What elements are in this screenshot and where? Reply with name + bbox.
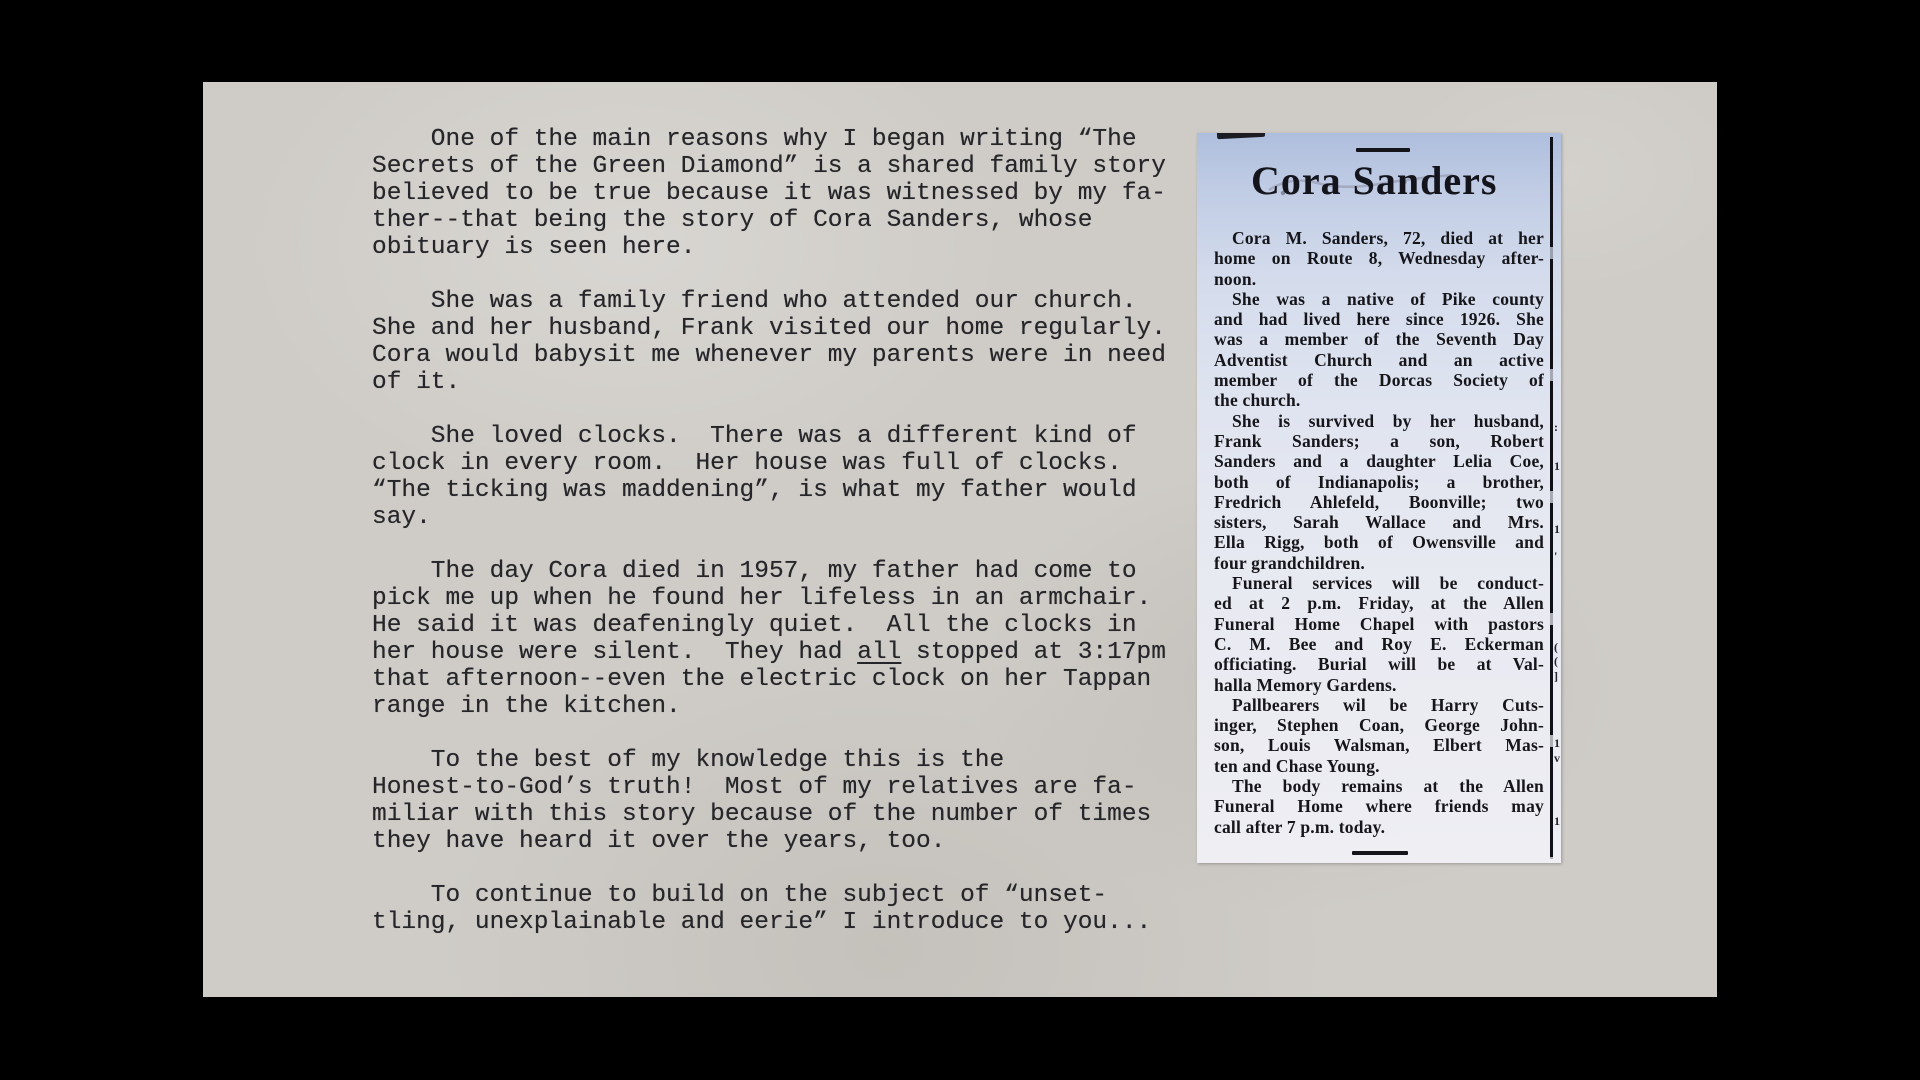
obituary-line: The body remains at the Allen <box>1232 776 1544 797</box>
letter-paragraph-6 <box>372 882 1202 936</box>
typed-line: The day Cora died in 1957, my father had come to <box>372 558 1137 585</box>
typed-line: of it. <box>372 369 461 396</box>
obituary-line: Fredrich Ahlefeld, Boonville; two <box>1214 491 1544 512</box>
letter-paragraph-4 <box>372 558 1202 720</box>
newspaper-column-rule <box>1550 137 1553 859</box>
obituary-line: Sanders and a daughter Lelia Coe, <box>1214 451 1544 472</box>
obituary-clipping <box>1197 133 1561 863</box>
cutoff-glyph: v <box>1554 751 1560 765</box>
underlined-word: all <box>857 639 902 666</box>
typed-line: range in the kitchen. <box>372 693 681 720</box>
obituary-line: inger, Stephen Coan, George John- <box>1214 715 1544 736</box>
obituary-title: Cora Sanders <box>1251 158 1498 203</box>
obituary-line: Frank Sanders; a son, Robert <box>1214 430 1544 451</box>
obituary-line: She was a native of Pike county <box>1232 288 1544 309</box>
letter-paragraph-1 <box>372 126 1202 261</box>
obituary-line: C. M. Bee and Roy E. Eckerman <box>1214 633 1544 654</box>
typed-line: Cora would babysit me whenever my parents were in need <box>372 342 1166 369</box>
obituary-line: ed at 2 p.m. Friday, at the Allen <box>1214 593 1544 614</box>
typed-line: they have heard it over the years, too. <box>372 828 946 855</box>
typed-line: pick me up when he found her lifeless in an armchair. <box>372 585 1152 612</box>
typed-line: miliar with this story because of the number of times <box>372 801 1152 828</box>
typed-line: She loved clocks. There was a different kind of <box>372 423 1137 450</box>
typed-line: tling, unexplainable and eerie” I introduce to you... <box>372 909 1152 936</box>
typed-line: that afternoon--even the electric clock on her Tappan <box>372 666 1152 693</box>
typed-letter-text <box>372 126 1202 963</box>
typed-line: Secrets of the Green Diamond” is a shared family story <box>372 153 1166 180</box>
typed-line: She was a family friend who attended our church. <box>372 288 1137 315</box>
typed-line: ther--that being the story of Cora Sanders, whose <box>372 207 1093 234</box>
cutoff-glyph: ( <box>1554 640 1558 654</box>
obituary-line: Adventist Church and an active <box>1214 349 1544 370</box>
obituary-line: and had lived here since 1926. She <box>1214 309 1544 330</box>
typed-line: say. <box>372 504 431 531</box>
typed-line: Honest-to-God’s truth! Most of my relatives are fa- <box>372 774 1137 801</box>
obituary-line: call after 7 p.m. today. <box>1214 816 1386 837</box>
typed-line: To the best of my knowledge this is the <box>372 747 1005 774</box>
obituary-line: home on Route 8, Wednesday after- <box>1214 248 1544 269</box>
letter-page <box>203 82 1717 997</box>
letter-paragraph-5 <box>372 747 1202 855</box>
obituary-line: She is survived by her husband, <box>1232 410 1544 431</box>
obituary-line: was a member of the Seventh Day <box>1214 329 1544 350</box>
obituary-line: sisters, Sarah Wallace and Mrs. <box>1214 512 1544 533</box>
obituary-line: officiating. Burial will be at Val- <box>1214 654 1544 675</box>
top-divider-rule <box>1356 148 1410 152</box>
obituary-line: Pallbearers wil be Harry Cuts- <box>1232 694 1544 715</box>
obituary-line: noon. <box>1214 268 1257 289</box>
cutoff-glyph: ] <box>1554 669 1558 683</box>
obituary-line: Funeral Home Chapel with pastors <box>1214 613 1544 634</box>
obituary-line: son, Louis Walsman, Elbert Mas- <box>1214 735 1544 756</box>
typed-line: believed to be true because it was witnessed by my fa- <box>372 180 1166 207</box>
obituary-line: the church. <box>1214 390 1301 411</box>
cutoff-glyph: 1 <box>1554 736 1560 750</box>
ink-mark <box>1217 133 1265 139</box>
obituary-line: Cora M. Sanders, 72, died at her <box>1232 228 1544 248</box>
obituary-line: four grandchildren. <box>1214 552 1365 573</box>
obituary-line: halla Memory Gardens. <box>1214 674 1397 695</box>
obituary-line: Funeral Home where friends may <box>1214 796 1544 817</box>
typed-line: obituary is seen here. <box>372 234 696 261</box>
typed-line: her house were silent. They had all stopped at 3:17pm <box>372 639 1166 666</box>
cutoff-glyph: 1 <box>1554 459 1560 473</box>
obituary-line: ten and Chase Young. <box>1214 755 1380 776</box>
cutoff-glyph: 1 <box>1554 522 1560 536</box>
typed-line: “The ticking was maddening”, is what my father would <box>372 477 1137 504</box>
bottom-divider-rule <box>1352 851 1408 855</box>
obituary-line: Ella Rigg, both of Owensville and <box>1214 532 1544 553</box>
cutoff-glyph: ' <box>1554 549 1558 563</box>
cutoff-glyph: 1 <box>1554 814 1560 828</box>
typed-line: clock in every room. Her house was full of clocks. <box>372 450 1122 477</box>
obituary-body-text <box>1214 228 1544 837</box>
cutoff-glyph: : <box>1554 420 1558 434</box>
obituary-line: Funeral services will be conduct- <box>1232 573 1544 594</box>
typed-line: To continue to build on the subject of “unset- <box>372 882 1108 909</box>
letter-paragraph-2 <box>372 288 1202 396</box>
letter-paragraph-3 <box>372 423 1202 531</box>
typed-line: He said it was deafeningly quiet. All the clocks in <box>372 612 1137 639</box>
cutoff-glyph: ( <box>1554 654 1558 668</box>
obituary-line: both of Indianapolis; a brother, <box>1214 471 1544 492</box>
typed-line: She and her husband, Frank visited our home regularly. <box>372 315 1166 342</box>
typed-line: One of the main reasons why I began writing “The <box>372 126 1137 153</box>
obituary-line: member of the Dorcas Society of <box>1214 370 1544 391</box>
